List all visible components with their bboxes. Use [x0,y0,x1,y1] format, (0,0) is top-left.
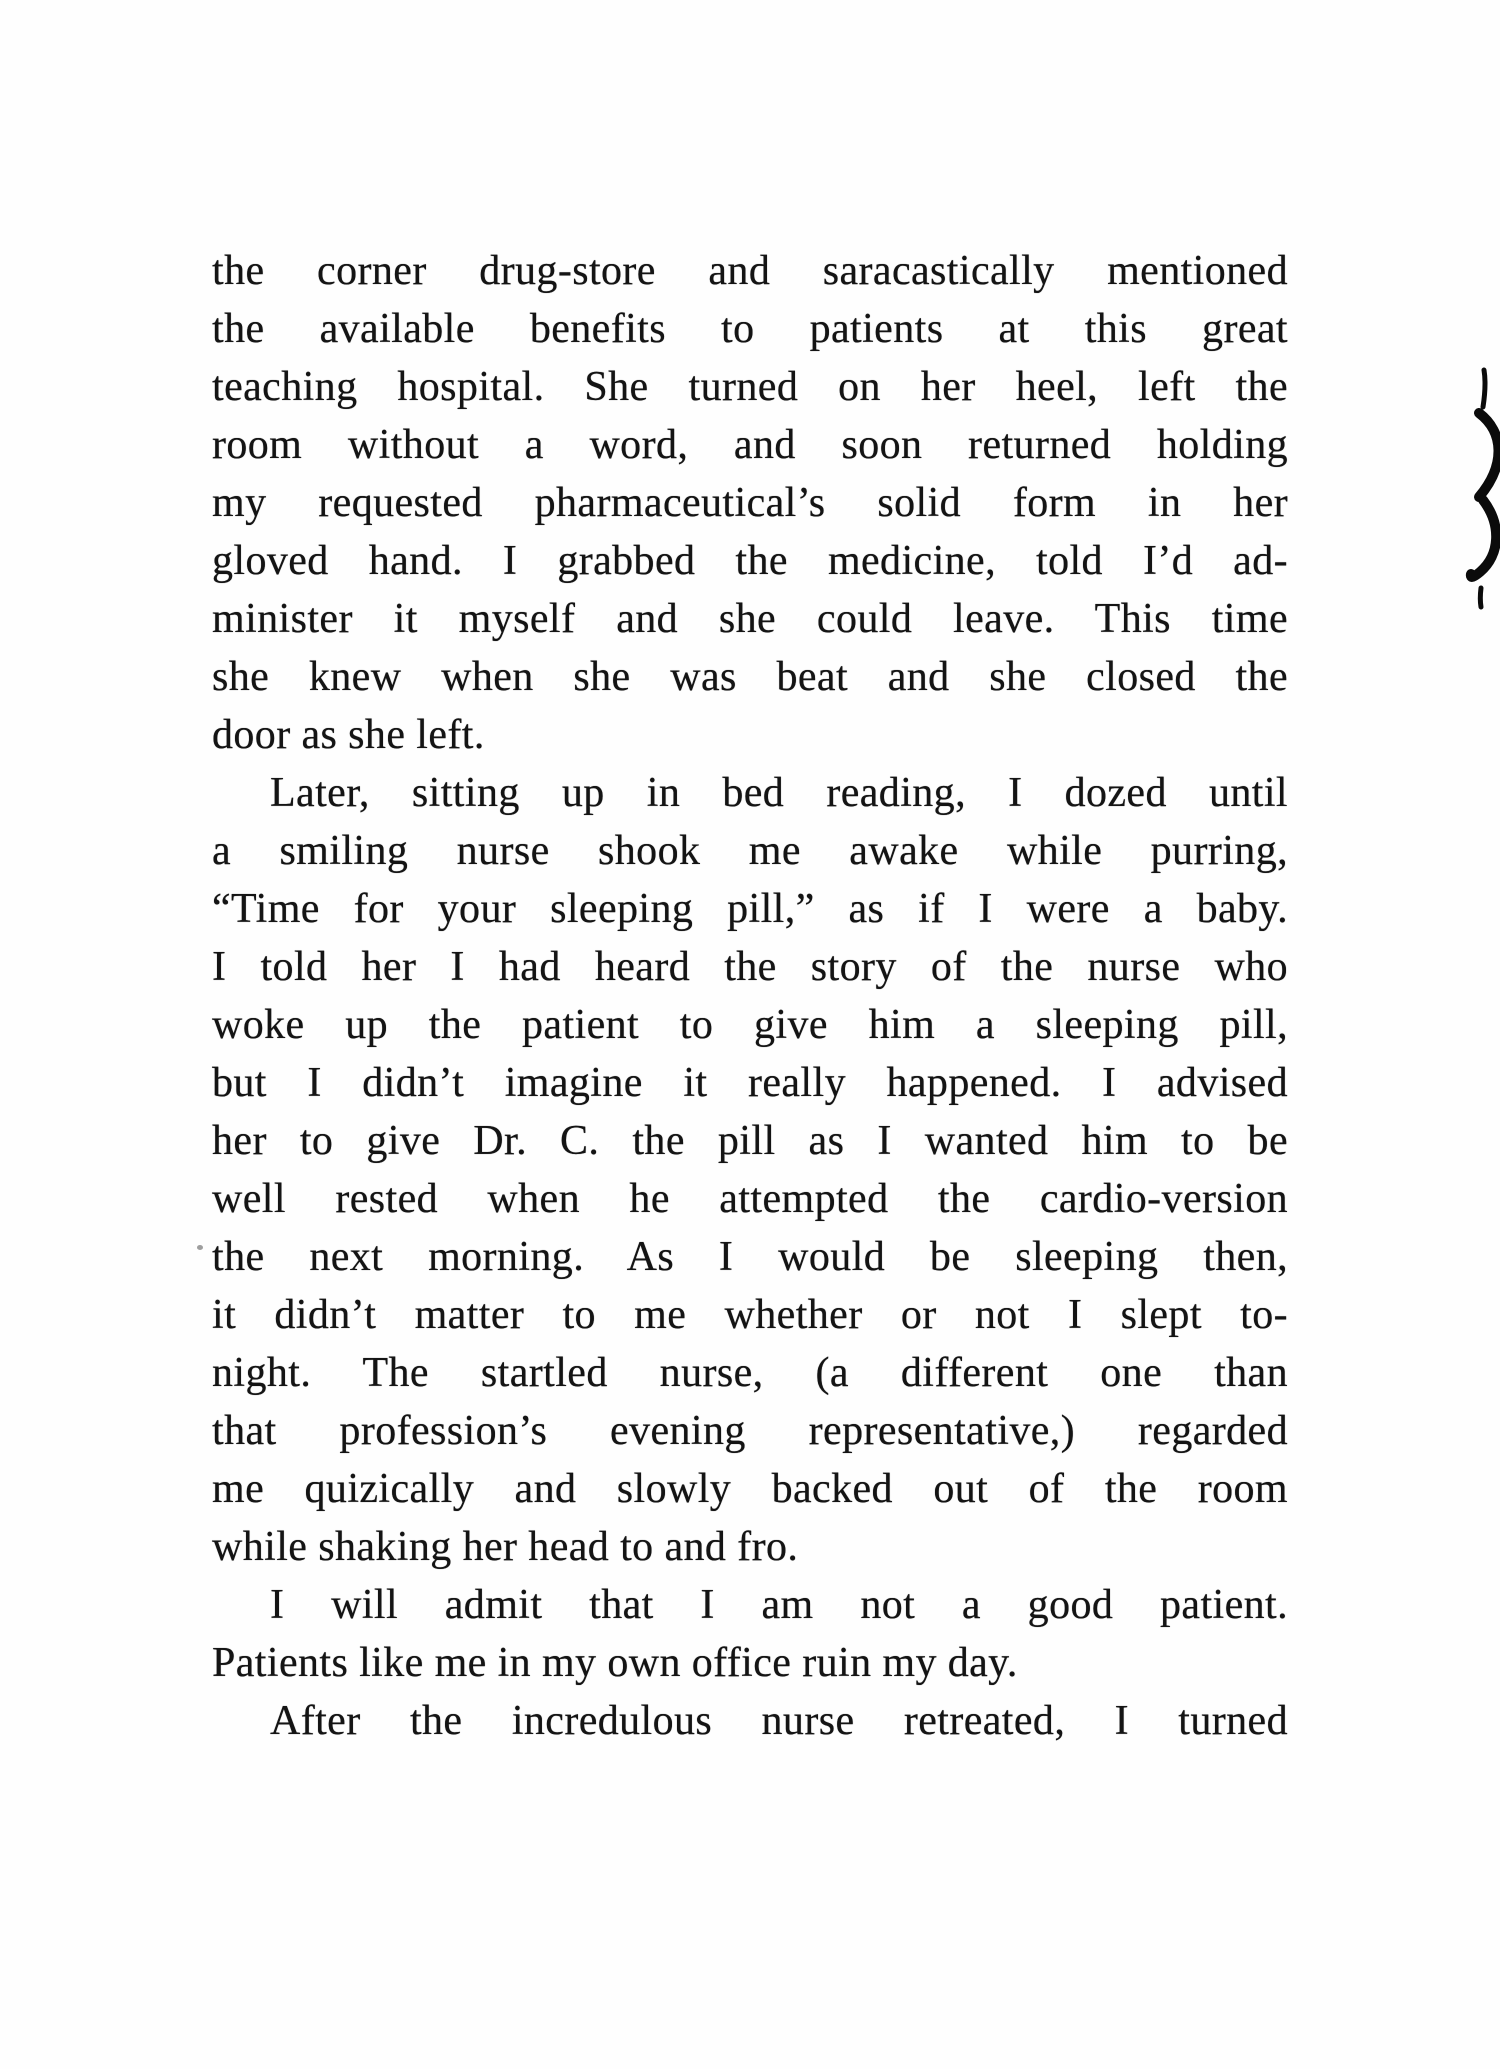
paragraph-4 [212,1692,1288,1750]
text-line: Later, sitting up in bed reading, I dozed until [270,770,1288,816]
text-line: I told her I had heard the story of the nurse who [212,944,1288,990]
text-line: it didn’t matter to me whether or not I slept to- [212,1292,1288,1338]
text-line: the corner drug-store and saracastically mentioned [212,248,1288,294]
text-line: well rested when he attempted the cardio-version [212,1176,1288,1222]
text-line: but I didn’t imagine it really happened. I advised [212,1060,1288,1106]
text-line: door as she left. [212,712,485,758]
text-line: night. The startled nurse, (a different one than [212,1350,1288,1396]
text-line: the next morning. As I would be sleeping then, [212,1234,1288,1280]
text-line: while shaking her head to and fro. [212,1524,799,1570]
text-line: her to give Dr. C. the pill as I wanted him to be [212,1118,1288,1164]
text-line: Patients like me in my own office ruin my day. [212,1640,1018,1686]
text-line: a smiling nurse shook me awake while purring, [212,828,1288,874]
text-line: After the incredulous nurse retreated, I turned [270,1698,1288,1744]
page-text-block [212,242,1288,1750]
text-line: that profession’s evening representative,) regarded [212,1408,1288,1454]
ink-speck [197,1245,203,1250]
text-line: gloved hand. I grabbed the medicine, told I’d ad- [212,538,1288,584]
text-line: teaching hospital. She turned on her heel, left the [212,364,1288,410]
paragraph-1 [212,242,1288,764]
text-line: “Time for your sleeping pill,” as if I were a baby. [212,886,1288,932]
text-line: I will admit that I am not a good patient. [270,1582,1288,1628]
text-line: room without a word, and soon returned holding [212,422,1288,468]
paragraph-2 [212,764,1288,1576]
handwritten-brace-mark-icon [1452,360,1500,620]
text-line: minister it myself and she could leave. This time [212,596,1288,642]
text-line: my requested pharmaceutical’s solid form in her [212,480,1288,526]
text-line: me quizically and slowly backed out of the room [212,1466,1288,1512]
text-line: she knew when she was beat and she closed the [212,654,1288,700]
text-line: woke up the patient to give him a sleeping pill, [212,1002,1288,1048]
text-line: the available benefits to patients at this great [212,306,1288,352]
paragraph-3 [212,1576,1288,1692]
